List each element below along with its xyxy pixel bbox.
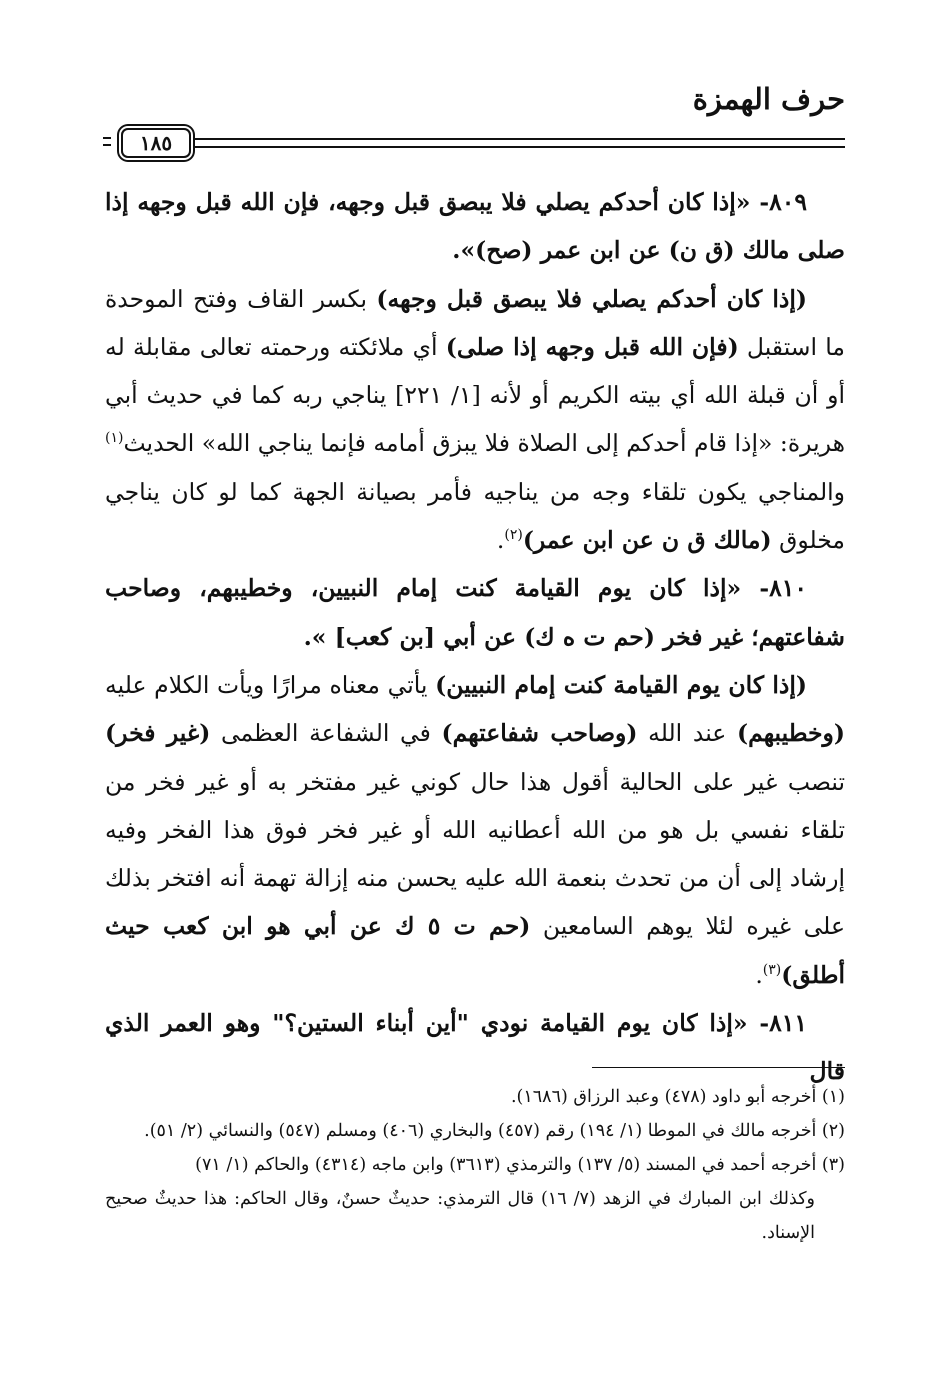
footnote-separator: [592, 1067, 845, 1068]
footnote-marker: (٣): [762, 961, 782, 978]
footnote-1: (١) أخرجه أبو داود (٤٧٨) وعبد الرزاق (١٦٨٦).: [510, 1087, 845, 1107]
commentary-text: أي ملائكته ورحمته تعالى مقابلة له أو أن قبلة الله أي بيته الكريم أو لأنه [١/ ٢٢١] يناجي ربه كما في حديث أبي هريرة: «إذا قام أحدكم إلى الصلاة فلا يبزق أمامه فإنما يناجي الله» الحديث: [105, 332, 845, 458]
main-text: [105, 178, 845, 1096]
commentary-text: بكسر القاف وفتح الموحدة ما استقبل: [105, 284, 845, 361]
footnote-marker: (١): [105, 430, 124, 447]
footnote-3-continued: وكذلك ابن المبارك في الزهد (٧/ ١٦) قال الترمذي: حديثٌ حسنٌ، وقال الحاكم: هذا حديثٌ صحيح الإسناد.: [105, 1189, 815, 1243]
hadith-number: ٨١١-: [747, 1009, 807, 1038]
hadith-text: «إذا كان أحدكم يصلي فلا يبصق قبل وجهه، فإن الله قبل وجهه إذا صلى مالك (ق ن) عن ابن عمر (صح)».: [105, 188, 845, 265]
hadith-number: ٨٠٩-: [750, 188, 807, 216]
hadith-text: «إذا كان يوم القيامة نودي "أين أبناء الستين؟" وهو العمر الذي قال: [105, 1009, 845, 1086]
quote: (فإن الله قبل وجهه إذا صلى): [445, 332, 739, 361]
commentary-text: تنصب غير على الحالية أقول هذا حال كوني غير مفتخر به أو غير فخر من تلقاء نفسي بل هو من الله أعطانيه الله أو غير فخر فوق هذا الفخر وفيه إرشاد إلى أن من تحدث بنعمة الله عليه يحسن منه إزالة تهمة أنه افتخر بذلك على غيره لئلا يوهم السامعين: [105, 767, 845, 941]
commentary-text: في الشفاعة العظمى: [210, 719, 442, 748]
quote: (وخطيبهم): [736, 719, 845, 748]
source-citation: (مالك ق ن عن ابن عمر): [522, 526, 772, 555]
quote: (وصاحب شفاعتهم): [441, 719, 638, 748]
hadith-number: ٨١٠-: [741, 574, 808, 603]
quote: (إذا كان أحدكم يصلي فلا يبصق قبل وجهه): [376, 284, 808, 313]
footnote-marker: (٢): [504, 527, 523, 544]
hadith-809: [105, 178, 845, 275]
hadith-text: «إذا كان يوم القيامة كنت إمام النبيين، وخطيبهم، وصاحب شفاعتهم؛ غير فخر (حم ت ه ك) عن أبي [بن كعب] ».: [105, 574, 845, 651]
quote: (غير فخر): [105, 719, 211, 748]
footnote-2: (٢) أخرجه مالك في الموطا (١/ ١٩٤) رقم (٤٥٧) والبخاري (٤٠٦) ومسلم (٥٤٧) والنسائي (٢/ ٥١).: [144, 1121, 845, 1141]
period: .: [496, 526, 505, 555]
commentary-810: [105, 661, 845, 999]
chapter-title: حرف الهمزة: [692, 82, 845, 116]
commentary-809: [105, 275, 845, 565]
rule-end-mark: [103, 137, 111, 146]
page-number-box: [121, 128, 191, 158]
commentary-text: والمناجي يكون تلقاء وجه من يناجيه فأمر بصيانة الجهة كما لو كان يناجي مخلوق: [105, 477, 845, 555]
footnotes: [105, 1080, 845, 1250]
commentary-text: يأتي معناه مرارًا ويأت الكلام عليه: [105, 670, 436, 699]
footnote-3: (٣) أخرجه أحمد في المسند (٥/ ١٣٧) والترمذي (٣٦١٣) وابن ماجه (٤٣١٤) والحاكم (١/ ٧١): [195, 1155, 845, 1175]
source-citation: (حم ت ٥ ك عن أبي هو ابن كعب حيث أطلق): [105, 912, 845, 989]
hadith-810: [105, 564, 845, 661]
commentary-text: عند الله: [637, 719, 737, 748]
header-rule: [103, 128, 845, 156]
double-rule: [195, 138, 845, 148]
period: .: [755, 960, 763, 989]
quote: (إذا كان يوم القيامة كنت إمام النبيين): [435, 670, 808, 699]
page-number: ١٨٥: [139, 131, 173, 155]
